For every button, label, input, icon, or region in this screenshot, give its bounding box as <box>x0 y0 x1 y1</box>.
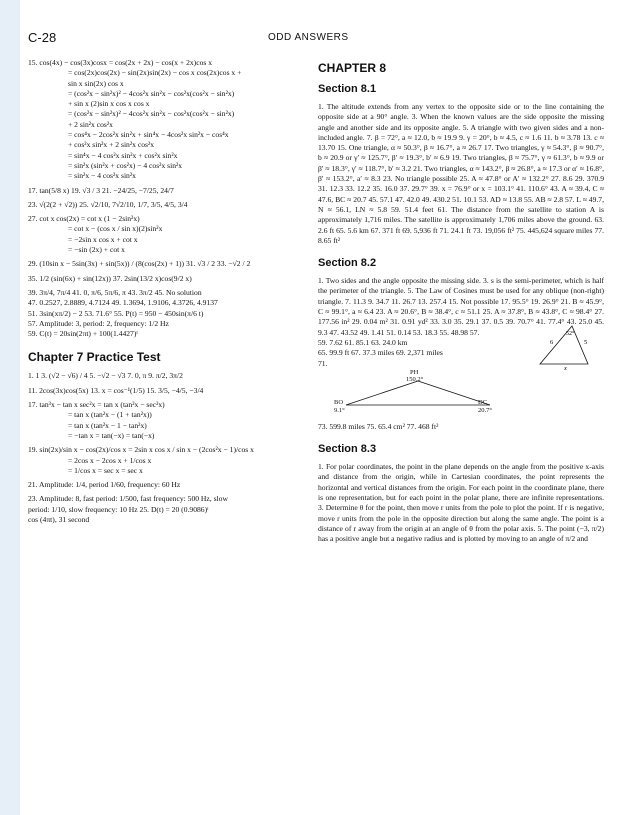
answer-line: 11. 2cos(3x)cos(5x) 13. x = cos⁻¹(1/5) 15. 3/5, −4/5, −3/4 <box>28 385 204 395</box>
triangle-angle: 52° <box>566 330 575 337</box>
answer-line: + 2 sin²x cos²x <box>68 119 113 129</box>
answer-line: 29. (10sin x − 5sin(3x) + sin(5x)) / (8(cos(2x) + 1)) 31. √3 / 2 33. −√2 / 2 <box>28 259 251 269</box>
answer-line: 23. √(2(2 + √2)) 25. √2/10, 7√2/10, 1/7, 3/5, 4/5, 3/4 <box>28 199 188 209</box>
answer-line: = sin²x − 4 cos²x sin²x <box>68 171 136 181</box>
answer-line: 65. 99.9 ft 67. 37.3 miles 69. 2,371 miles <box>318 348 443 358</box>
fig71-left-label: BO <box>334 398 344 406</box>
answer-line: 71. <box>318 358 328 368</box>
fig71-left-value: 9.1° <box>334 406 345 414</box>
answer-line: 59. 7.62 61. 85.1 63. 24.0 km <box>318 337 408 347</box>
answer-line: = −tan x = tan(−x) = tan(−x) <box>68 430 155 440</box>
answer-block-57 <box>318 330 604 370</box>
left-column <box>28 58 303 525</box>
section-answers: 1. Two sides and the angle opposite the missing side. 3. s is the semi-perimeter, which is half the perimeter of the triangle. 5. The Law of Cosines must be used for any oblique (non-right) triangle. 7. 11.3 9. 34.7 11. 26.7 13. 257.4 15. Not possible 17. 95.5° 19. 26.9° 21. B ≈ 45.9°, C ≈ 99.1°, a ≈ 6.4 23. A ≈ 20.6°, B ≈ 38.4°, c ≈ 51.1 25. A ≈ 37.8°, B ≈ 43.8°, C ≈ 98.4° 27. 177.56 in² 29. 0.04 m² 31. 0.91 yd² 33. 3.0 35. 29.1 37. 0.5 39. 70.7° 41. 77.4° 43. 25.0 45. 9.3 47. 43.52 49. 1.41 51. 0.14 53. 18.3 55. 48.98 57. <box>318 276 604 337</box>
triangle-side-left: 6 <box>550 338 554 346</box>
answer-line: = (cos²x − sin²x)² − 4cos²x sin²x − cos²x(cos²x − sin²x) <box>68 109 235 119</box>
answer-line: 27. cot x cos(2x) = cot x (1 − 2sin²x) <box>28 214 140 224</box>
section-title: Section 8.1 <box>318 83 377 95</box>
answer-line: = −sin (2x) + cot x <box>68 245 125 255</box>
fig71-right-value: 20.7° <box>478 406 492 414</box>
answer-line: period: 1/10, slow frequency: 10 Hz 25. D(t) = 20 (0.9086)ᵗ <box>28 504 209 514</box>
chapter-title: CHAPTER 8 <box>318 61 387 75</box>
answer-line: 73. 599.8 miles 75. 65.4 cm² 77. 468 ft² <box>318 421 439 431</box>
answer-line: 1. 1 3. (√2 − √6) / 4 5. −√2 − √3 7. 0, π 9. π/2, 3π/2 <box>28 371 183 381</box>
answer-line: sin x sin(2x) cos x <box>68 78 124 88</box>
page-number: C-28 <box>28 30 57 45</box>
answer-line: + cos²x sin²x + 2 sin²x cos²x <box>68 140 155 150</box>
section-title: Section 8.3 <box>318 443 377 456</box>
section-title: Section 8.2 <box>318 257 377 270</box>
section-answers: 1. The altitude extends from any vertex to the opposite side or to the line containing the opposite side at a 90° angle. 3. When the known values are the side opposite the missing angle and another side and its opposite angle. 5. A triangle with two given sides and a non-included angle. 7. β = 72°, a ≈ 12.0, b ≈ 19.9 9. γ = 20°, b ≈ 4.5, c ≈ 1.6 11. b ≈ 3.78 13. c ≈ 13.70 15. One triangle, α ≈ 50.3°, β ≈ 16.7°, a ≈ 26.7 17. Two triangles, γ ≈ 54.3°, β ≈ 90.7°, b ≈ 20.9 or γ′ ≈ 125.7°, β′ ≈ 19.3°, b′ ≈ 6.9 19. Two triangles, β ≈ 75.7°, γ ≈ 61.3°, b ≈ 9.9 or β′ ≈ 18.3°, γ′ ≈ 118.7°, b′ ≈ 3.2 21. Two triangles, α ≈ 143.2°, β ≈ 26.8°, a ≈ 17.3 or α′ ≈ 16.8°, β′ ≈ 153.2°, a′ ≈ 8.3 23. No triangle possible 25. A ≈ 47.8° or A′ ≈ 132.2° 27. 8.6 29. 370.9 31. 12.3 33. 12.2 35. 16.0 37. 29.7° 39. x = 76.9° or x = 103.1° 41. 110.6° 43. A ≈ 39.4, C ≈ 47.6, BC ≈ 20.7 45. 57.1 47. 42.0 49. 430.2 51. 10.1 53. AD ≈ 13.8 55. AB ≈ 2.8 57. L ≈ 49.7, N ≈ 56.1, LN ≈ 5.8 59. 51.4 feet 61. The distance from the satellite to station A is approximately 1,716 miles. The satellite is approximately 1,706 miles above the ground. 63. 2.6 ft 65. 5.6 km 67. 371 ft 69. 5,936 ft 71. 24.1 ft 73. 19,056 ft² 75. 445,624 square miles 77. 8.65 ft² <box>318 102 604 245</box>
answer-line: + sin x (2)sin x cos x cos x <box>68 99 150 109</box>
figure-71 <box>318 368 604 419</box>
answer-line: 15. cos(4x) − cos(3x)cosx = cos(2x + 2x) − cos(x + 2x)cos x <box>28 58 213 67</box>
answer-line: 35. 1/2 (sin(6x) + sin(12x)) 37. 2sin(13/2 x)cos(9/2 x) <box>28 273 192 283</box>
practice-test-title: Chapter 7 Practice Test <box>28 350 161 365</box>
section-answers: 1. For polar coordinates, the point in the plane depends on the angle from the positive x-axis and distance from the origin, while in Cartesian coordinates, the point represents the horizontal and vertical distances from the origin. For each point in the coordinate plane, there is one representation, but for each point in the polar plane, there are infinite representations. 3. Determine θ for the point, then move r units from the pole to plot the point. If r is negative, move r units from the pole in the opposite direction but along the same angle. The point is a distance of r away from the origin at an angle of θ from the polar axis. 5. The point (−3, π/2) has a positive angle but a negative radius and is plotted by moving to an angle of π/2 and <box>318 462 604 544</box>
answer-line: 57. Amplitude: 3, period: 2, frequency: 1/2 Hz <box>28 318 169 328</box>
answer-line: = tan x (tan²x − (1 + tan²x)) <box>68 410 152 420</box>
answer-line: = tan x (tan²x − 1 − tan²x) <box>68 420 147 430</box>
answer-line: = −2sin x cos x + cot x <box>68 234 138 244</box>
triangle-side-right: 5 <box>584 338 588 346</box>
answer-line: 23. Amplitude: 8, fast period: 1/500, fast frequency: 500 Hz, slow <box>28 494 228 504</box>
answer-line: = 1/cos x = sec x = sec x <box>68 465 143 475</box>
answer-line: 19. sin(2x)/sin x − cos(2x)/cos x = 2sin x cos x / sin x − (2cos²x − 1)/cos x <box>28 445 254 455</box>
answer-line: 17. tan³x − tan x sec²x = tan x (tan²x − sec²x) <box>28 400 165 410</box>
page-edge-strip <box>0 0 20 815</box>
answer-line: = cot x − (cos x / sin x)(2)sin²x <box>68 224 163 234</box>
answer-line: = sin²x (sin²x + cos²x) − 4 cos²x sin²x <box>68 160 183 170</box>
triangle-side-bottom: x <box>564 364 567 370</box>
triangle-figure <box>532 322 596 370</box>
right-column <box>318 58 604 545</box>
answer-line: = sin⁴x − 4 cos²x sin²x + cos²x sin²x <box>68 150 178 160</box>
answer-line: 39. 3π/4, 7π/4 41. 0, π/6, 5π/6, π 43. 3π/2 45. No solution <box>28 287 202 297</box>
answer-line: = cos(2x)cos(2x) − sin(2x)sin(2x) − cos x cos(2x)cos x + <box>68 68 242 78</box>
answer-line: 47. 0.2527, 2.8889, 4.7124 49. 1.3694, 1.9106, 4.3726, 4.9137 <box>28 298 218 308</box>
fig71-top-value: 150.2° <box>406 375 424 383</box>
answer-line: = 2cos x − 2cos x + 1/cos x <box>68 455 152 465</box>
answer-line: = (cos²x − sin²x)² − 4cos²x sin²x − cos²x(cos²x − sin²x) <box>68 88 235 98</box>
answer-line: cos (4πt), 31 second <box>28 514 90 524</box>
answer-line: 21. Amplitude: 1/4, period 1/60, frequency: 60 Hz <box>28 480 181 490</box>
answer-line: 51. 3sin(xπ/2) − 2 53. 71.6° 55. P(t) = 950 − 450sin(π/6 t) <box>28 308 204 318</box>
answer-line: 17. tan(5/8 x) 19. √3 / 3 21. −24/25, −7/25, 24/7 <box>28 185 174 195</box>
running-head: ODD ANSWERS <box>268 32 349 43</box>
answer-line: 59. C(t) = 20sin(2πt) + 100(1.4427)ᵗ <box>28 329 138 339</box>
answer-line: = cos⁴x − 2cos²x sin²x + sin⁴x − 4cos²x sin²x − cos⁴x <box>68 130 229 140</box>
fig71-top-label: PH <box>410 368 419 376</box>
fig71-right-label: DC <box>478 398 488 406</box>
